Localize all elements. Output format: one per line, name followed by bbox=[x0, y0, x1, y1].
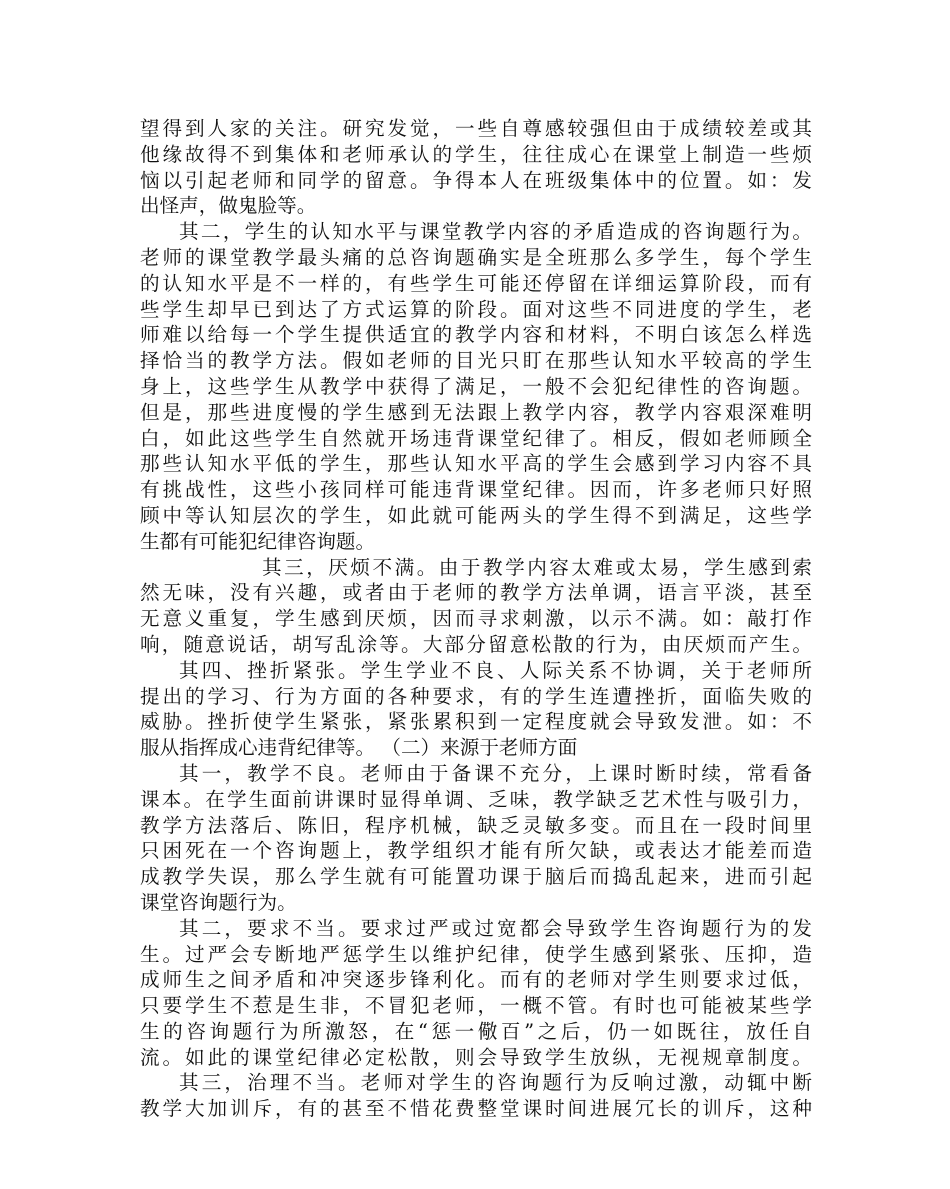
text-line: 有挑战性，这些小孩同样可能违背课堂纪律。因而，许多老师只好照 bbox=[140, 478, 812, 502]
text-line: 生都有可能犯纪律咨询题。 bbox=[140, 529, 376, 553]
text-line: 其三，厌烦不满。由于教学内容太难或太易，学生感到索 bbox=[262, 555, 812, 579]
text-line: 只困死在一个咨询题上，教学组织才能有所欠缺，或表达才能差而造 bbox=[140, 839, 812, 863]
text-line: 身上，这些学生从教学中获得了满足，一般不会犯纪律性的咨询题。 bbox=[140, 374, 812, 398]
text-line: 其四、挫折紧张。学生学业不良、人际关系不协调，关于老师所 bbox=[179, 658, 812, 682]
text-line: 些学生却早已到达了方式运算的阶段。面对这些不同进度的学生，老 bbox=[140, 297, 812, 321]
text-line: 然无味，没有兴趣，或者由于老师的教学方法单调，语言平淡，甚至 bbox=[140, 581, 812, 605]
text-line: 其三，治理不当。老师对学生的咨询题行为反响过激，动辄中断 bbox=[179, 1071, 812, 1095]
text-line: 生。过严会专断地严惩学生以维护纪律，使学生感到紧张、压抑，造 bbox=[140, 942, 812, 966]
text-line: 无意义重复，学生感到厌烦，因而寻求刺激，以示不满。如：敲打作 bbox=[140, 607, 812, 631]
text-line: 生的咨询题行为所激怒，在“惩一儆百”之后，仍一如既往，放任自 bbox=[140, 1019, 812, 1043]
text-line: 课堂咨询题行为。 bbox=[140, 890, 297, 914]
text-line: 只要学生不惹是生非，不冒犯老师，一概不管。有时也可能被某些学 bbox=[140, 994, 812, 1018]
text-line: 其一，教学不良。老师由于备课不充分，上课时断时续，常看备 bbox=[179, 761, 812, 785]
text-line: 课本。在学生面前讲课时显得单调、乏味，教学缺乏艺术性与吸引力， bbox=[140, 787, 812, 811]
body-text bbox=[140, 116, 812, 1122]
text-line: 教学大加训斥，有的甚至不惜花费整堂课时间进展冗长的训斥，这种 bbox=[140, 1097, 812, 1121]
text-line: 提出的学习、行为方面的各种要求，有的学生连遭挫折，面临失败的 bbox=[140, 684, 812, 708]
text-line: 流。如此的课堂纪律必定松散，则会导致学生放纵，无视规章制度。 bbox=[140, 1045, 812, 1069]
text-line: 教学方法落后、陈旧，程序机械，缺乏灵敏多变。而且在一段时间里 bbox=[140, 813, 812, 837]
text-line: 服从指挥成心违背纪律等。 （二）来源于老师方面 bbox=[140, 736, 578, 760]
text-line: 望得到人家的关注。研究发觉，一些自尊感较强但由于成绩较差或其 bbox=[140, 117, 812, 140]
text-line: 择恰当的教学方法。假如老师的目光只盯在那些认知水平较高的学生 bbox=[140, 349, 812, 373]
text-line: 成教学失误，那么学生就有可能置功课于脑后而捣乱起来，进而引起 bbox=[140, 865, 812, 889]
text-line: 成师生之间矛盾和冲突逐步锋利化。而有的老师对学生则要求过低， bbox=[140, 968, 812, 992]
text-line: 那些认知水平低的学生，那些认知水平高的学生会感到学习内容不具 bbox=[140, 452, 812, 476]
text-line: 顾中等认知层次的学生，如此就可能两头的学生得不到满足，这些学 bbox=[140, 503, 812, 527]
text-line: 师难以给每一个学生提供适宜的教学内容和材料，不明白该怎么样选 bbox=[140, 323, 812, 347]
text-line: 他缘故得不到集体和老师承认的学生，往往成心在课堂上制造一些烦 bbox=[140, 142, 812, 166]
text-line: 恼以引起老师和同学的留意。争得本人在班级集体中的位置。如：发 bbox=[140, 168, 812, 192]
text-line: 威胁。挫折使学生紧张，紧张累积到一定程度就会导致发泄。如：不 bbox=[140, 710, 812, 734]
text-line: 但是，那些进度慢的学生感到无法跟上教学内容，教学内容艰深难明 bbox=[140, 400, 812, 424]
text-line: 出怪声，做鬼脸等。 bbox=[140, 194, 317, 218]
text-line: 老师的课堂教学最头痛的总咨询题确实是全班那么多学生，每个学生 bbox=[140, 245, 812, 269]
text-line: 其二，学生的认知水平与课堂教学内容的矛盾造成的咨询题行为。 bbox=[179, 220, 812, 244]
text-line: 白，如此这些学生自然就开场违背课堂纪律了。相反，假如老师顾全 bbox=[140, 426, 812, 450]
text-line: 的认知水平是不一样的，有些学生可能还停留在详细运算阶段，而有 bbox=[140, 271, 812, 295]
text-line: 响，随意说话，胡写乱涂等。大部分留意松散的行为，由厌烦而产生。 bbox=[140, 632, 812, 656]
text-line: 其二，要求不当。要求过严或过宽都会导致学生咨询题行为的发 bbox=[179, 916, 812, 940]
